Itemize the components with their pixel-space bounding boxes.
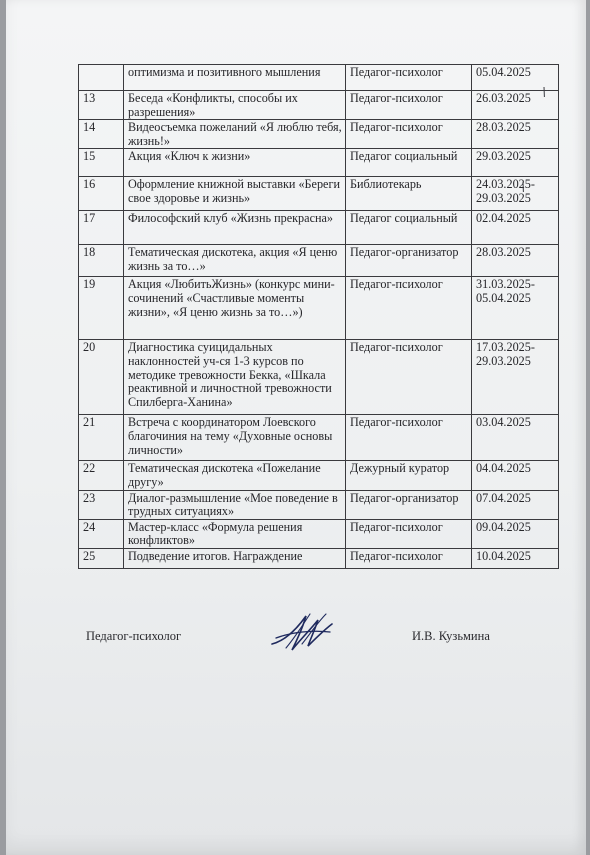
event-date-cell: 29.03.2025 — [472, 149, 559, 177]
event-date-cell: 03.04.2025 — [472, 415, 559, 461]
events-table — [78, 64, 559, 569]
table-row — [79, 65, 559, 91]
event-date-cell: 09.04.2025 — [472, 519, 559, 548]
event-date-cell: 02.04.2025 — [472, 211, 559, 245]
event-date-cell: 17.03.2025-29.03.2025 — [472, 340, 559, 415]
responsible-cell: Педагог-психолог — [346, 415, 472, 461]
row-number-cell: 16 — [79, 177, 124, 211]
event-name-cell: Акция «ЛюбитьЖизнь» (конкурс мини-сочинений «Счастливые моменты жизни», «Я ценю жизнь за то…») — [124, 277, 346, 340]
row-number-cell: 25 — [79, 548, 124, 568]
row-number-cell: 24 — [79, 519, 124, 548]
responsible-cell: Педагог-психолог — [346, 548, 472, 568]
responsible-cell: Педагог-организатор — [346, 490, 472, 519]
event-date-cell: 24.03.2025-29.03.2025 — [472, 177, 559, 211]
row-number-cell: 13 — [79, 91, 124, 120]
event-date-cell: 28.03.2025 — [472, 120, 559, 149]
table-row — [79, 277, 559, 340]
responsible-cell: Педагог-организатор — [346, 245, 472, 277]
event-name-cell: Мастер-класс «Формула решения конфликтов» — [124, 519, 346, 548]
event-date-cell: 07.04.2025 — [472, 490, 559, 519]
event-date-cell: 04.04.2025 — [472, 461, 559, 490]
responsible-cell: Педагог-психолог — [346, 65, 472, 91]
event-name-cell: Встреча с координатором Лоевского благочиния на тему «Духовные основы личности» — [124, 415, 346, 461]
responsible-cell: Педагог-психолог — [346, 519, 472, 548]
event-name-cell: оптимизма и позитивного мышления — [124, 65, 346, 91]
row-number-cell — [79, 65, 124, 91]
table-row — [79, 461, 559, 490]
responsible-cell: Педагог-психолог — [346, 120, 472, 149]
responsible-cell: Педагог-психолог — [346, 91, 472, 120]
responsible-cell: Педагог социальный — [346, 211, 472, 245]
row-number-cell: 18 — [79, 245, 124, 277]
row-number-cell: 23 — [79, 490, 124, 519]
event-name-cell: Видеосъемка пожеланий «Я люблю тебя, жизнь!» — [124, 120, 346, 149]
row-number-cell: 20 — [79, 340, 124, 415]
event-name-cell: Тематическая дискотека «Пожелание другу» — [124, 461, 346, 490]
table-row — [79, 149, 559, 177]
event-name-cell: Философский клуб «Жизнь прекрасна» — [124, 211, 346, 245]
handwritten-signature — [266, 608, 338, 654]
table-row — [79, 177, 559, 211]
table-row — [79, 415, 559, 461]
event-name-cell: Диагностика суицидальных наклонностей уч-ся 1-3 курсов по методике тревожности Бекка, «Шкала реактивной и личностной тревожности Спилберга-Ханина» — [124, 340, 346, 415]
table-row — [79, 211, 559, 245]
event-name-cell: Акция «Ключ к жизни» — [124, 149, 346, 177]
event-name-cell: Оформление книжной выставки «Береги свое здоровье и жизнь» — [124, 177, 346, 211]
row-number-cell: 15 — [79, 149, 124, 177]
responsible-cell: Педагог социальный — [346, 149, 472, 177]
events-table-body — [79, 65, 559, 569]
signature-name: И.В. Кузьмина — [412, 629, 490, 643]
row-number-cell: 17 — [79, 211, 124, 245]
event-name-cell: Подведение итогов. Награждение — [124, 548, 346, 568]
event-date-cell: 10.04.2025 — [472, 548, 559, 568]
row-number-cell: 21 — [79, 415, 124, 461]
event-date-cell: 05.04.2025 — [472, 65, 559, 91]
table-row — [79, 340, 559, 415]
responsible-cell: Педагог-психолог — [346, 340, 472, 415]
event-date-cell: 31.03.2025-05.04.2025 — [472, 277, 559, 340]
event-name-cell: Тематическая дискотека, акция «Я ценю жизнь за то…» — [124, 245, 346, 277]
event-name-cell: Беседа «Конфликты, способы их разрешения» — [124, 91, 346, 120]
table-row — [79, 120, 559, 149]
row-number-cell: 22 — [79, 461, 124, 490]
table-row — [79, 548, 559, 568]
row-number-cell: 19 — [79, 277, 124, 340]
handwritten-tick-mark — [542, 86, 546, 98]
responsible-cell: Педагог-психолог — [346, 277, 472, 340]
table-row — [79, 490, 559, 519]
table-row — [79, 245, 559, 277]
responsible-cell: Библиотекарь — [346, 177, 472, 211]
table-row — [79, 519, 559, 548]
row-number-cell: 14 — [79, 120, 124, 149]
event-date-cell: 26.03.2025 — [472, 91, 559, 120]
handwritten-tick-mark — [521, 181, 525, 193]
event-date-cell: 28.03.2025 — [472, 245, 559, 277]
event-name-cell: Диалог-размышление «Мое поведение в трудных ситуациях» — [124, 490, 346, 519]
responsible-cell: Дежурный куратор — [346, 461, 472, 490]
signature-role: Педагог-психолог — [86, 629, 182, 643]
document-page — [6, 0, 586, 855]
table-row — [79, 91, 559, 120]
